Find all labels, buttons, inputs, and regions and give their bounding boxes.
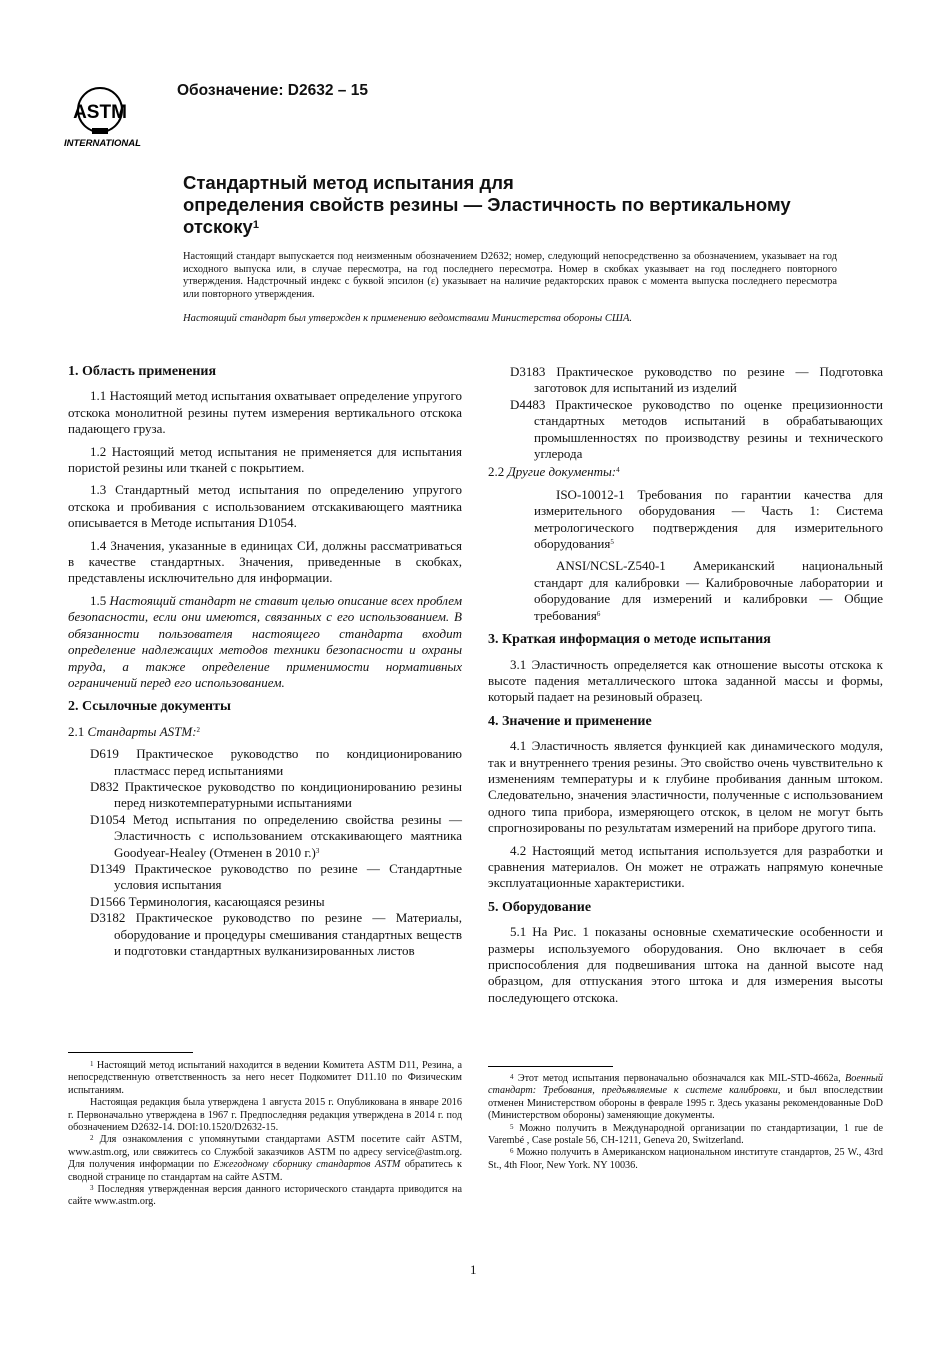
- reference-list: [90, 746, 462, 959]
- footnote-4-mark: 4: [510, 1073, 514, 1081]
- other-doc-ansi: [510, 558, 883, 624]
- title-line-3: отскоку: [183, 216, 253, 237]
- para-4-1: 4.1 Эластичность является функцией как динамического модуля, так и внутреннего трения резины. Это свойство очень чувствительно к изменениям температуры и к глубине пробивания данным штоком. Следовательно, значения эластичности, полученные с использованием одного типа прибора, измеряющего отскок, в целом не могут быть спрогнозированы по результатам измерений на приборе другого типа.: [488, 738, 883, 836]
- other-doc-ansi-mark: 6: [596, 609, 601, 618]
- para-1-4: 1.4 Значения, указанные в единицах СИ, должны рассматриваться в качестве стандартных. Значения, приведенные в скобках, представлены исключительно для информации.: [68, 537, 462, 586]
- para-1-5-number: 1.5: [90, 592, 110, 608]
- footnote-rule-right: [488, 1066, 613, 1067]
- para-1-2: 1.2 Настоящий метод испытания не применяется для испытания пористой резины или тканей с покрытием.: [68, 443, 462, 476]
- other-doc-iso: [510, 487, 883, 553]
- svg-text:INTERNATIONAL: INTERNATIONAL: [64, 138, 141, 149]
- footnote-4: [488, 1073, 883, 1123]
- reference-text: Практическое руководство по резине — Материалы, оборудование и процедуры смешивания стандартных веществ и подготовки стандартных вулканизированных листов: [114, 910, 462, 958]
- reference-item: [90, 812, 462, 861]
- section-3-heading: 3. Краткая информация о методе испытания: [488, 632, 771, 648]
- para-1-3: 1.3 Стандартный метод испытания по определению упругого отскока и пробивания с использованием отскакивающего маятника описывается в Методе испытания D1054.: [68, 482, 462, 531]
- reference-text: Практическое руководство по резине — Подготовка заготовок для испытаний из изделий: [534, 364, 883, 396]
- sub-2-2-mark: 4: [616, 466, 620, 475]
- footnote-2-text-b: обратитесь к сводной странице по стандартам на сайте ASTM.: [68, 1159, 462, 1183]
- footnote-1: [68, 1060, 462, 1097]
- footnote-4-text-a: Этот метод испытания первоначально обозначался как MIL-STD-4662a,: [517, 1073, 846, 1084]
- reference-item: [90, 779, 462, 812]
- para-1-5-text: Настоящий стандарт не ставит целью описание всех проблем безопасности, если они имеются, связанных с его использованием. В обязанности пользователя настоящего стандарта входит определение надлежащих методов техники безопасности и охраны труда, а также определение применимости нормативных ограничений перед его использованием.: [68, 592, 462, 690]
- footnotes-left: [68, 1060, 462, 1209]
- svg-text:ASTM: ASTM: [73, 102, 127, 123]
- sub-2-1-mark: 2: [196, 725, 201, 734]
- title-line-1: Стандартный метод испытания для: [183, 172, 514, 193]
- reference-code: D619: [90, 746, 119, 762]
- reference-text: Терминология, касающаяся резины: [128, 893, 325, 909]
- sub-2-2-text: Другие документы:: [507, 464, 617, 480]
- other-doc-iso-mark: 5: [610, 538, 614, 547]
- footnote-2: [68, 1134, 462, 1184]
- footnote-1-text: Настоящий метод испытаний находится в ведении Комитета ASTM D11, Резина, а непосредственную ответственность за него несет Подкомитет D11.10 по Физическим испытаниям.: [68, 1060, 463, 1096]
- sub-2-2-number: 2.2: [488, 464, 508, 480]
- para-5-1: 5.1 На Рис. 1 показаны основные схематические особенности и размеры используемого оборудования. Оно включает в себя приспособления для подвешивания штока на данной высоте над образцом, для отпускания этого штока и для измерения высоты последующего отскока.: [488, 924, 883, 1005]
- footnote-5: [488, 1123, 883, 1148]
- reference-list-continued: [510, 364, 883, 462]
- reference-code: D3182: [90, 910, 126, 926]
- reference-item: [510, 397, 883, 463]
- title-line-2: определения свойств резины — Эластичность по вертикальному: [183, 194, 791, 215]
- astm-logo: [62, 80, 156, 150]
- other-doc-ansi-text: ANSI/NCSL-Z540-1 Американский национальный стандарт для калибровки — Калибровочные лаборатории и оборудование для измерений и калибровки — Общие требования: [534, 558, 883, 623]
- approval-note: Настоящий стандарт был утвержден к применению ведомствами Министерства обороны США.: [183, 313, 633, 324]
- sub-2-1: [68, 724, 462, 740]
- reference-code: D3183: [510, 364, 546, 379]
- footnote-4-text-b: , и был впоследствии отменен Министерством обороны в феврале 1995 г. Здесь указаны рекомендованные DoD (Министерством обороны) заменяющие документы.: [488, 1085, 883, 1122]
- footnote-2-italic: Ежегодному сборнику стандартов ASTM: [213, 1159, 401, 1171]
- astm-logo-icon: [62, 80, 156, 150]
- para-1-5: [68, 593, 462, 691]
- designation: Обозначение: D2632 – 15: [177, 82, 368, 99]
- reference-code: D832: [90, 778, 119, 794]
- section-2-heading: 2. Ссылочные документы: [68, 699, 231, 715]
- footnote-3-mark: 3: [90, 1184, 94, 1193]
- footnote-2-mark: 2: [90, 1134, 94, 1143]
- title-footnote-mark: 1: [252, 219, 259, 231]
- reference-text: Метод испытания по определению свойства резины — Эластичность с использованием отскакивающего маятника Goodyear-Healey (Отменен в 2010 г.): [114, 811, 463, 860]
- reference-code: D1054: [90, 811, 126, 827]
- reference-item: [90, 861, 462, 894]
- footnote-3: [68, 1184, 462, 1209]
- footnote-6: [488, 1147, 883, 1172]
- footnote-2-text-a: Для ознакомления с упомянутыми стандартами ASTM посетите сайт ASTM, www.astm.org, или свяжитесь со Службой заказчиков ASTM по адресу service@astm.org. Для получения информации по: [68, 1134, 462, 1171]
- reference-item: [510, 364, 883, 397]
- section-1-heading: 1. Область применения: [68, 364, 217, 379]
- footnote-1b: Настоящая редакция была утверждена 1 августа 2015 г. Опубликована в январе 2016 г. Первоначально утверждена в 1967 г. Предпоследняя редакция утверждена в 2014 г. под обозначением D2632-14. DOI:10.1520/D2632-15.: [68, 1097, 462, 1134]
- para-1-1: 1.1 Настоящий метод испытания охватывает определение упругого отскока монолитной резины путем измерения вертикального отскока падающего груза.: [68, 388, 462, 437]
- footnote-5-mark: 5: [510, 1122, 514, 1131]
- reference-text: Практическое руководство по кондиционированию резины перед низкотемпературными испытаниями: [114, 778, 462, 811]
- footnote-5-text: Можно получить в Международной организации по стандартизации, 1 rue de Varembé , Case postale 56, CH-1211, Geneva 20, Switzerland.: [488, 1122, 883, 1147]
- section-4-heading: 4. Значение и применение: [488, 713, 652, 729]
- reference-code: D1566: [90, 893, 126, 909]
- reference-text: Практическое руководство по резине — Стандартные условия испытания: [114, 860, 463, 893]
- other-doc-iso-text: ISO-10012-1 Требования по гарантии качества для измерительного оборудования — Часть 1: Система метрологического подтверждения для измерительного оборудования: [534, 486, 883, 552]
- footnotes-right: [488, 1073, 883, 1172]
- footnote-3-text: Последняя утвержденная версия данного исторического стандарта приводится на сайте www.astm.org.: [68, 1184, 462, 1208]
- footnote-rule-left: [68, 1052, 193, 1053]
- preface: Настоящий стандарт выпускается под неизменным обозначением D2632; номер, следующий непосредственно за обозначением, указывает на год исходного выпуска или, в случае пересмотра, на год последнего пересмотра. Номер в скобках указывает на год последнего повторного утверждения. Надстрочный индекс с буквой эпсилон (ε) указывает на наличие редакторских правок с момента выпуска последнего пересмотра или повторного утверждения.: [183, 251, 837, 300]
- reference-code: D1349: [90, 860, 126, 876]
- para-3-1: 3.1 Эластичность определяется как отношение высоты отскока к высоте падения металлического штока заданной массы и формы, который падает на резиновый образец.: [488, 656, 883, 705]
- page-title: [183, 172, 833, 238]
- footnote-4-italic: Военный стандарт: Требования, предъявляемые к системе калибровки: [488, 1073, 883, 1097]
- sub-2-2: [488, 464, 883, 480]
- footnote-6-mark: 6: [510, 1147, 514, 1156]
- footnote-1-mark: 1: [90, 1060, 94, 1068]
- right-column: [488, 364, 883, 1012]
- footnote-6-text: Можно получить в Американском национальном институте стандартов, 25 W., 43rd St., 4th Floor, New York. NY 10036.: [488, 1147, 883, 1171]
- reference-text: Практическое руководство по кондиционированию пластмасс перед испытаниями: [114, 746, 462, 778]
- left-column: [68, 364, 462, 959]
- reference-item: [90, 894, 462, 910]
- reference-item: [90, 910, 462, 959]
- sub-2-1-text: Стандарты ASTM:: [87, 723, 197, 739]
- section-5-heading: 5. Оборудование: [488, 899, 592, 915]
- reference-text: Практическое руководство по оценке прецизионности стандартных методов испытаний в обрабатывающих промышленностях по производству резины и технического углерода: [534, 396, 883, 462]
- sub-2-1-number: 2.1: [68, 723, 88, 739]
- para-4-2: 4.2 Настоящий метод испытания используется для разработки и сравнения материалов. Он может не отражать напрямую конечные эксплуатационные характеристики.: [488, 842, 883, 891]
- reference-code: D4483: [510, 396, 546, 412]
- reference-mark: 3: [315, 846, 320, 855]
- page-number: 1: [470, 1262, 477, 1277]
- reference-item: [90, 746, 462, 779]
